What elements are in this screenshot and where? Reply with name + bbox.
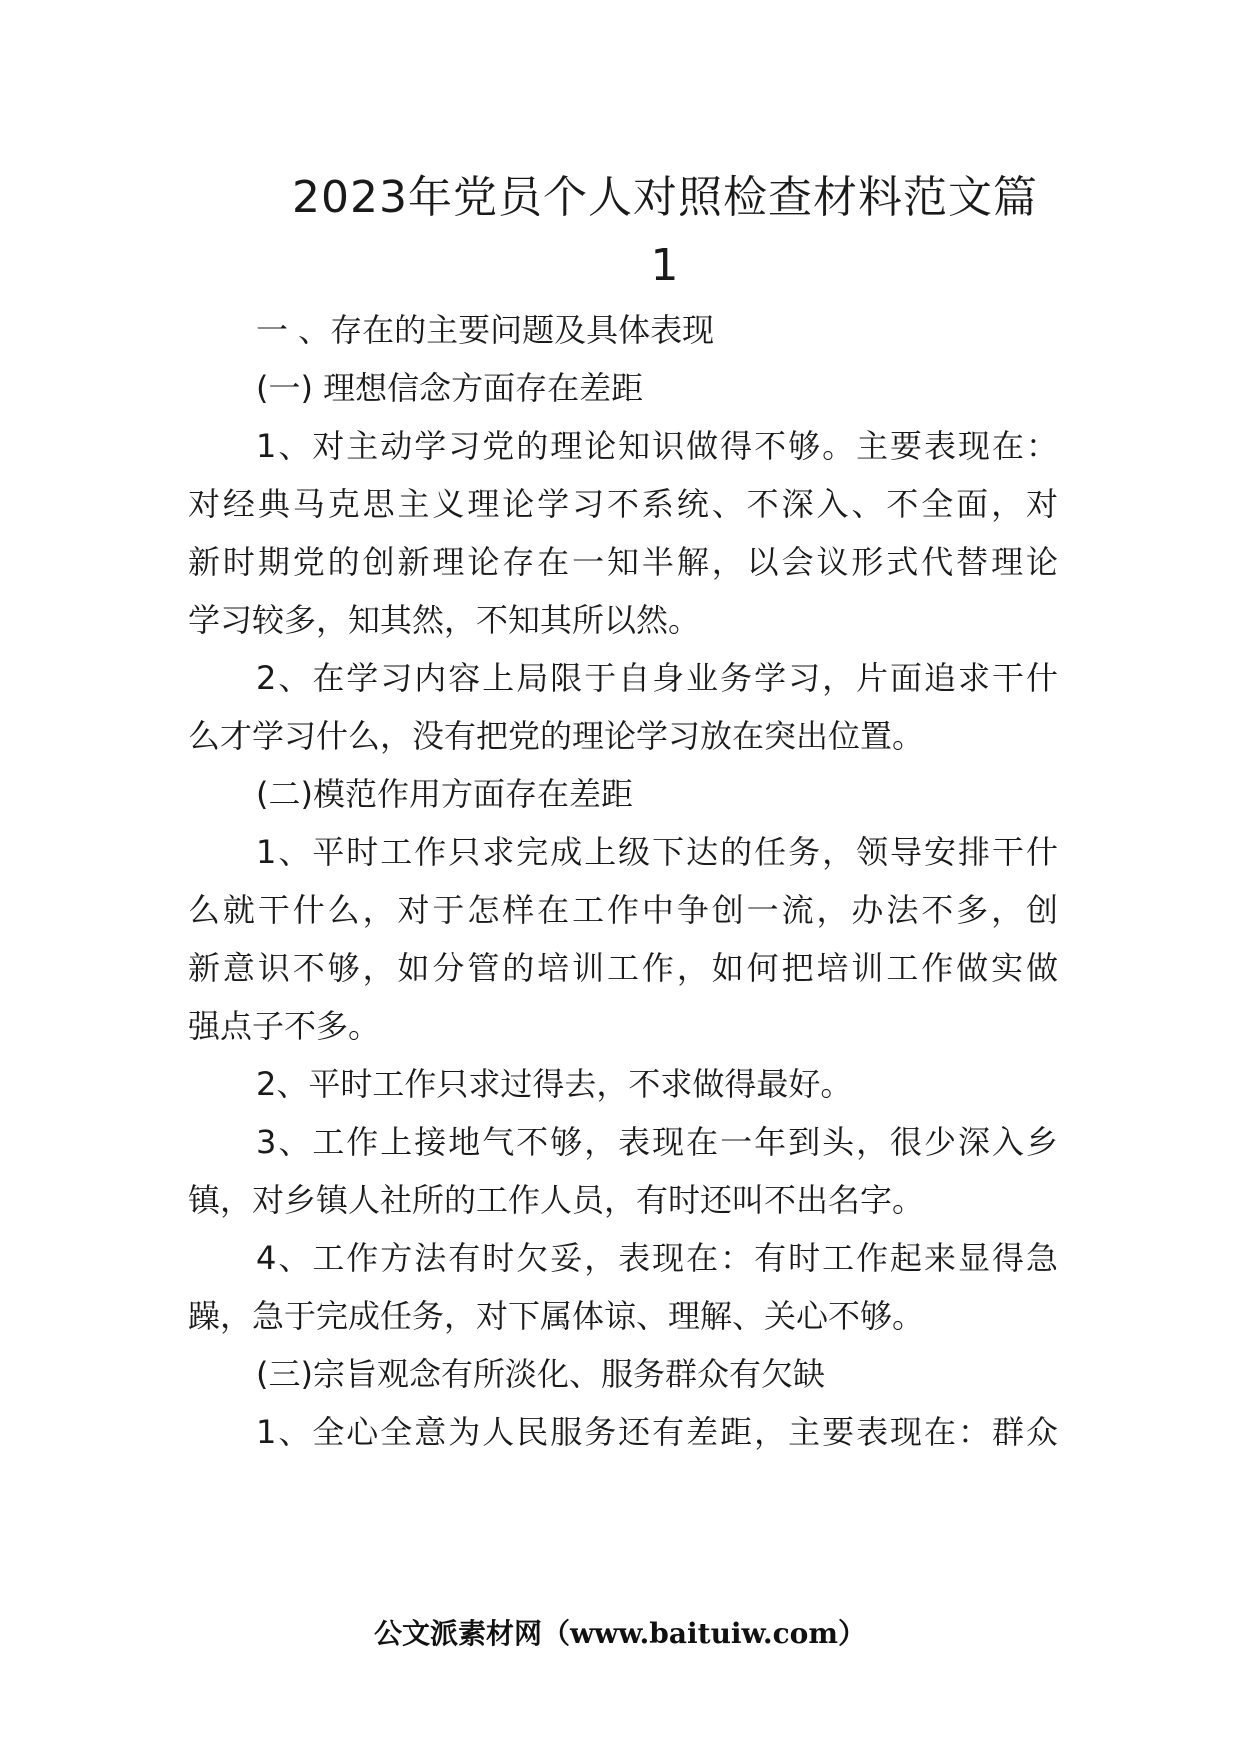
paragraph-line: 3、工作上接地气不够，表现在一年到头，很少深入乡 (256, 1123, 1058, 1161)
paragraph-line: 镇，对乡镇人社所的工作人员，有时还叫不出名字。 (188, 1181, 925, 1219)
section-heading: 一 、存在的主要问题及具体表现 (256, 311, 715, 349)
subsection-heading: (三)宗旨观念有所淡化、服务群众有欠缺 (256, 1355, 825, 1393)
paragraph-line: 1、平时工作只求完成上级下达的任务，领导安排干什 (256, 833, 1058, 871)
document-title: 2023年党员个人对照检查材料范文篇 (292, 172, 1038, 223)
paragraph-line: 1、对主动学习党的理论知识做得不够。主要表现在： (256, 427, 1058, 465)
footer-watermark: 公文派素材网（www.baituiw.com） (374, 1617, 866, 1650)
subsection-heading: (一) 理想信念方面存在差距 (256, 369, 644, 407)
paragraph-line: 强点子不多。 (188, 1007, 381, 1045)
paragraph-line: 2、在学习内容上局限于自身业务学习，片面追求干什 (256, 659, 1058, 697)
paragraph-line: 2、平时工作只求过得去，不求做得最好。 (256, 1065, 853, 1103)
paragraph-line: 1、全心全意为人民服务还有差距，主要表现在：群众 (256, 1413, 1058, 1451)
paragraph-line: 新时期党的创新理论存在一知半解，以会议形式代替理论 (188, 543, 1058, 581)
paragraph-line: 新意识不够，如分管的培训工作，如何把培训工作做实做 (188, 949, 1058, 987)
paragraph-line: 么就干什么，对于怎样在工作中争创一流，办法不多，创 (188, 891, 1058, 929)
paragraph-line: 么才学习什么，没有把党的理论学习放在突出位置。 (188, 717, 925, 755)
paragraph-line: 4、工作方法有时欠妥，表现在：有时工作起来显得急 (256, 1239, 1058, 1277)
paragraph-line: 学习较多，知其然，不知其所以然。 (188, 601, 701, 639)
paragraph-line: 躁，急于完成任务，对下属体谅、理解、关心不够。 (188, 1297, 925, 1335)
document-title-number: 1 (650, 240, 680, 291)
paragraph-line: 对经典马克思主义理论学习不系统、不深入、不全面，对 (188, 485, 1058, 523)
subsection-heading: (二)模范作用方面存在差距 (256, 775, 633, 813)
